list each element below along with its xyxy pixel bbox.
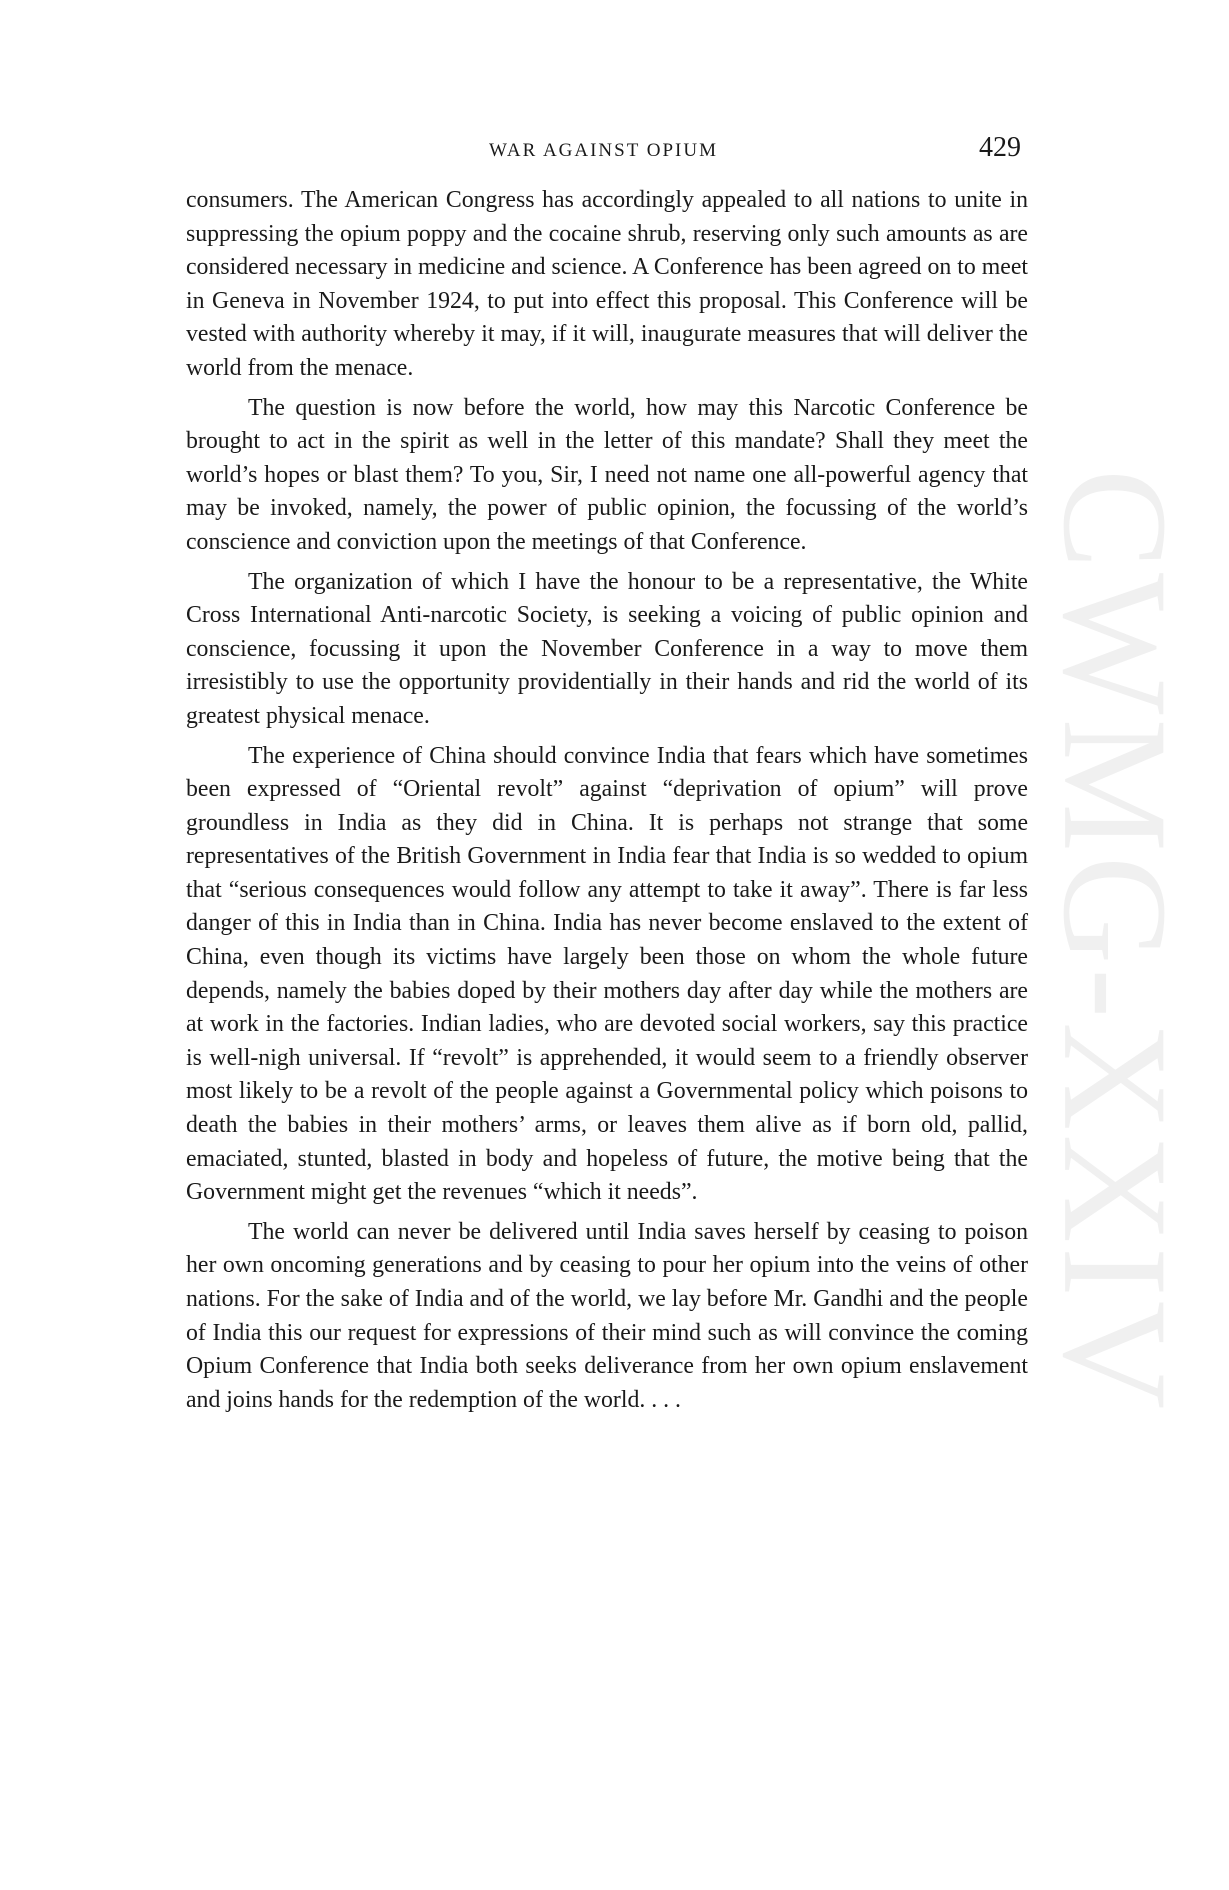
watermark-text: CWMG-XXIV [1032, 468, 1199, 1414]
running-head-title: WAR AGAINST OPIUM [489, 140, 718, 161]
watermark [1030, 436, 1200, 1446]
paragraph-china-experience: The experience of China should convince India that fears which have sometimes been expressed of “Oriental revolt” against “deprivation of opium” will prove groundless in India as they did in China. It is perhaps not strange that some representatives of the British Government in India fear that India is so wedded to opium that “serious consequences would follow any attempt to take it away”. There is far less danger of this in India than in China. India has never become enslaved to the extent of China, even though its victims have largely been those on whom the whole future depends, namely the babies doped by their mothers day after day while the mothers are at work in the factories. Indian ladies, who are devoted social workers, say this practice is well-nigh universal. If “revolt” is apprehended, it would seem to a friendly observer most likely to be a revolt of the people against a Governmental policy which poisons to death the babies in their mothers’ arms, or leaves them alive as if born old, pallid, emaciated, stunted, blasted in body and hopeless of future, the motive being that the Government might get the revenues “which it needs”. [186, 742, 1028, 1206]
body-text [186, 184, 1028, 1423]
paragraph-narcotic-conference: The question is now before the world, how may this Narcotic Conference be brought to act in the spirit as well in the letter of this mandate? Shall they meet the world’s hopes or blast them? To you, Sir, I need not name one all-powerful agency that may be invoked, namely, the power of public opinion, the focussing of the world’s conscience and conviction upon the meetings of that Conference. [186, 394, 1028, 555]
paragraph-world-deliverance: The world can never be delivered until India saves herself by ceasing to poison her own oncoming generations and by ceasing to pour her opium into the veins of other nations. For the sake of India and of the world, we lay before Mr. Gandhi and the people of India this our request for expressions of their mind such as will convince the coming Opium Conference that India both seeks deliverance from her own opium enslavement and joins hands for the redemption of the world. . . . [186, 1218, 1028, 1413]
page-number: 429 [979, 132, 1021, 163]
paragraph-continuation: consumers. The American Congress has accordingly appealed to all nations to unite in suppressing the opium poppy and the cocaine shrub, reserving only such amounts as are considered necessary in medicine and science. A Conference has been agreed on to meet in Geneva in November 1924, to put into effect this proposal. This Conference will be vested with authority whereby it may, if it will, inaugurate measures that will deliver the world from the menace. [186, 187, 1028, 381]
running-head [186, 132, 1021, 172]
paragraph-white-cross: The organization of which I have the honour to be a representative, the White Cross International Anti-narcotic Society, is seeking a voicing of public opinion and conscience, focussing it upon the November Conference in a way to move them irresistibly to use the opportunity providentially in their hands and rid the world of its greatest physical menace. [186, 568, 1028, 729]
